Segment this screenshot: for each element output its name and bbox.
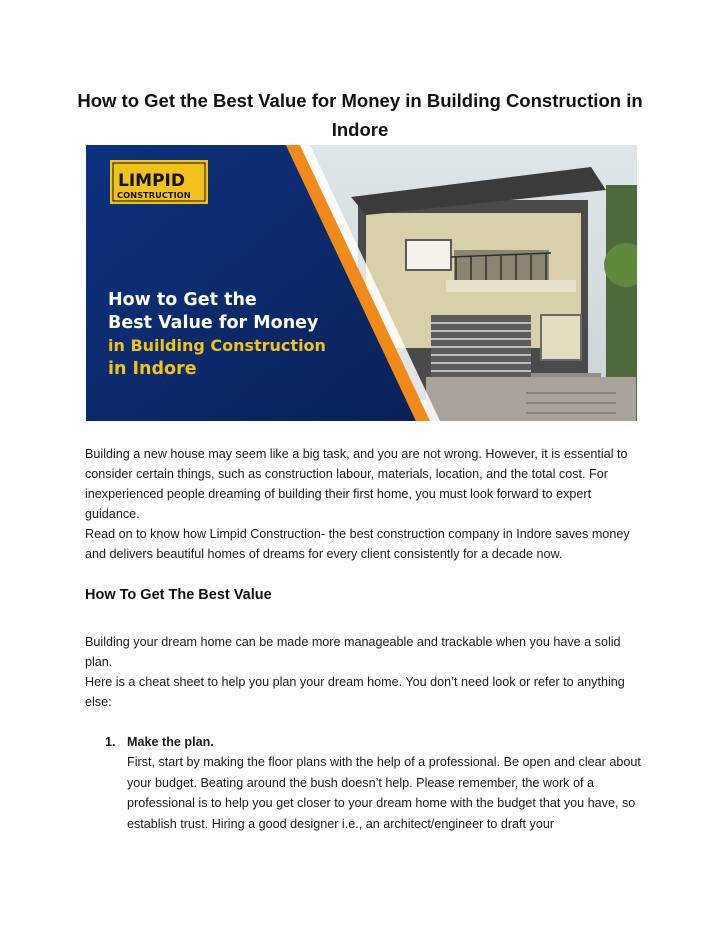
hero-heading-line3: in Building Construction [108, 336, 326, 355]
section-paragraph-1: Building your dream home can be made more manageable and trackable when you have a solid plan. [85, 635, 621, 669]
intro-paragraph-1: Building a new house may seem like a big task, and you are not wrong. However, it is essential to consider certain things, such as construction labour, materials, location, and the total cost. For inexperienced people dreaming of building their first home, you must look forward to expert guidance. [85, 447, 628, 521]
list-item-body: First, start by making the floor plans with the help of a professional. Be open and clear about your budget. Beating around the bush doesn’t help. Please remember, the work of a professional is to help you get closer to your dream home with the budget that you have, so establish trust. Hiring a good designer i.e., an architect/engineer to draft your [127, 755, 641, 831]
list-item-number: 1. [105, 735, 116, 749]
hero-logo-line2: CONSTRUCTION [117, 190, 191, 200]
page-title: How to Get the Best Value for Money in Building Construction in Indore [77, 90, 643, 140]
list-item-title: Make the plan. [127, 735, 214, 749]
hero-banner-image [86, 145, 637, 421]
section-heading: How To Get The Best Value [85, 587, 272, 603]
hero-logo-line1: LIMPID [118, 171, 185, 191]
intro-paragraph-2: Read on to know how Limpid Construction- the best construction company in Indore saves money and delivers beautiful homes of dreams for every client consistently for a decade now. [85, 527, 630, 561]
section-paragraph-2: Here is a cheat sheet to help you plan your dream home. You don’t need look or refer to anything else: [85, 675, 625, 709]
hero-heading-line2: Best Value for Money [108, 313, 319, 333]
hero-heading-line4: in Indore [108, 359, 197, 379]
hero-heading-line1: How to Get the [108, 290, 257, 310]
